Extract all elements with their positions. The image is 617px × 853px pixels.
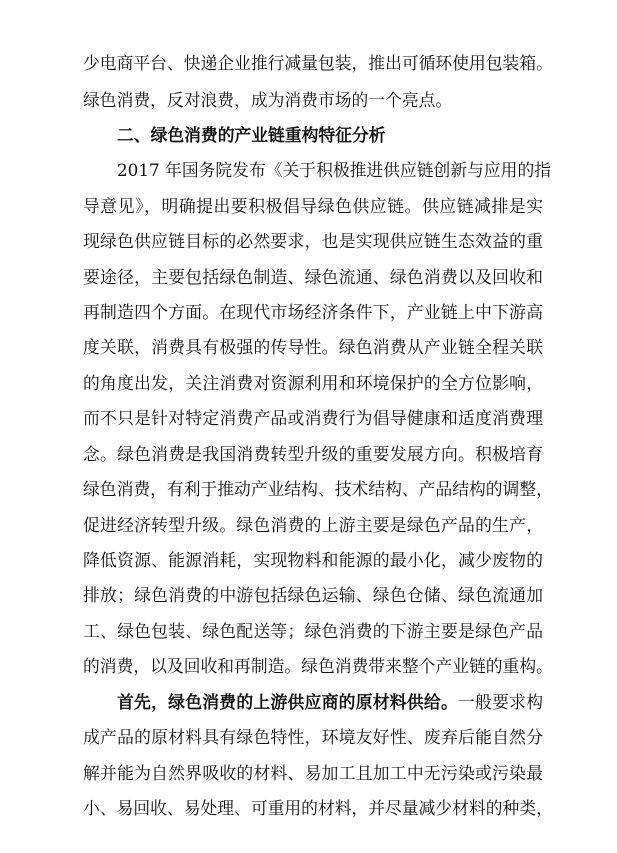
paragraph-line: 小、易回收、易处理、可重用的材料，并尽量减少材料的种类， xyxy=(83,798,553,818)
section-heading: 二、绿色消费的产业链重构特征分析 xyxy=(117,125,386,145)
paragraph-line: 要途径，主要包括绿色制造、绿色流通、绿色消费以及回收和 xyxy=(83,267,543,287)
bold-lead-text: 首先，绿色消费的上游供应商的原材料供给。 xyxy=(117,692,458,712)
paragraph-line: 现绿色供应链目标的必然要求，也是实现供应链生态效益的重 xyxy=(83,231,543,251)
paragraph-line: 成产品的原材料具有绿色特性，环境友好性、废弃后能自然分 xyxy=(83,727,543,747)
paragraph-line: 促进经济转型升级。绿色消费的上游主要是绿色产品的生产， xyxy=(83,515,543,535)
paragraph-line: 的角度出发，关注消费对资源利用和环境保护的全方位影响， xyxy=(83,373,543,393)
paragraph-line: 度关联，消费具有极强的传导性。绿色消费从产业链全程关联 xyxy=(83,337,543,357)
paragraph-line: 绿色消费，反对浪费，成为消费市场的一个亮点。 xyxy=(83,90,453,110)
paragraph-line: 排放；绿色消费的中游包括绿色运输、绿色仓储、绿色流通加 xyxy=(83,585,543,605)
paragraph-line: 再制造四个方面。在现代市场经济条件下，产业链上中下游高 xyxy=(83,302,543,322)
paragraph-line: 而不只是针对特定消费产品或消费行为倡导健康和适度消费理 xyxy=(83,408,543,428)
paragraph-line: 的消费，以及回收和再制造。绿色消费带来整个产业链的重构。 xyxy=(83,656,553,676)
paragraph-line: 工、绿色包装、绿色配送等；绿色消费的下游主要是绿色产品 xyxy=(83,621,543,641)
paragraph-line: 绿色消费，有利于推动产业结构、技术结构、产品结构的调整， xyxy=(83,479,553,499)
paragraph-line: 降低资源、能源消耗，实现物料和能源的最小化，减少废物的 xyxy=(83,550,543,570)
lead-continuation: 一般要求构 xyxy=(458,692,543,712)
paragraph-line: 导意见》，明确提出要积极倡导绿色供应链。供应链减排是实 xyxy=(83,196,543,216)
paragraph-line: 2017 年国务院发布《关于积极推进供应链创新与应用的指 xyxy=(117,160,552,180)
paragraph-line-with-lead xyxy=(117,690,543,714)
paragraph-line: 少电商平台、快递企业推行减量包装，推出可循环使用包装箱。 xyxy=(83,53,553,73)
paragraph-line: 念。绿色消费是我国消费转型升级的重要发展方向。积极培育 xyxy=(83,444,543,464)
paragraph-line: 解并能为自然界吸收的材料、易加工且加工中无污染或污染最 xyxy=(83,763,543,783)
